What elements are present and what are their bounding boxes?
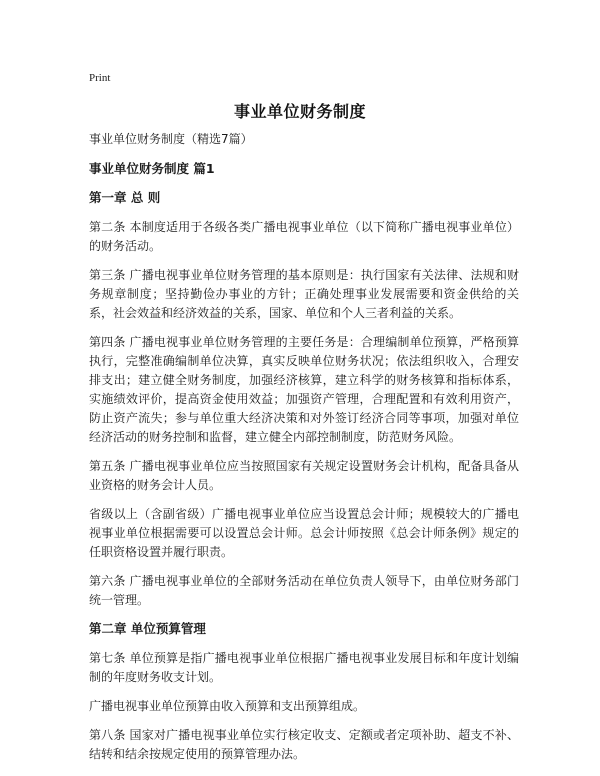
page-title: 事业单位财务制度 <box>233 102 366 121</box>
paragraph: 第三条 广播电视事业单位财务管理的基本原则是：执行国家有关法律、法规和财务规章制度；坚持勤俭办事业的方针；正确处理事业发展需要和资金供给的关系，社会效益和经济效益的关系，国家、单位和个人三者利益的关系。 <box>89 268 519 320</box>
section-heading: 事业单位财务制度 篇1 <box>89 161 215 176</box>
document-body <box>89 131 519 774</box>
paragraph: 第四条 广播电视事业单位财务管理的主要任务是：合理编制单位预算，严格预算执行，完整准确编制单位决算，真实反映单位财务状况；依法组织收入，合理安排支出；建立健全财务制度，加强经济核算，建立科学的财务核算和指标体系，实施绩效评价，提高资金使用效益；加强资产管理，合理配置和有效利用资产，防止资产流失；参与单位重大经济决策和对外签订经济合同等事项，加强对单位经济活动的财务控制和监督，建立健全内部控制制度，防范财务风险。 <box>89 335 519 444</box>
paragraph: 省级以上（含副省级）广播电视事业单位应当设置总会计师；规模较大的广播电视事业单位根据需要可以设置总会计师。总会计师按照《总会计师条例》规定的任职资格设置并履行职责。 <box>89 507 519 559</box>
paragraph: 广播电视事业单位预算由收入预算和支出预算组成。 <box>89 699 366 713</box>
print-label: Print <box>89 72 111 84</box>
document-subtitle: 事业单位财务制度（精选7篇） <box>89 132 253 146</box>
paragraph: 第五条 广播电视事业单位应当按照国家有关规定设置财务会计机构，配备具备从业资格的财务会计人员。 <box>89 459 519 492</box>
chapter-heading-1: 第一章 总 则 <box>89 190 161 205</box>
paragraph: 第二条 本制度适用于各级各类广播电视事业单位（以下简称广播电视事业单位）的财务活动。 <box>89 220 519 253</box>
chapter-heading-2: 第二章 单位预算管理 <box>89 621 206 636</box>
paragraph: 第六条 广播电视事业单位的全部财务活动在单位负责人领导下，由单位财务部门统一管理。 <box>89 574 519 607</box>
paragraph: 第七条 单位预算是指广播电视事业单位根据广播电视事业发展目标和年度计划编制的年度财务收支计划。 <box>89 651 519 684</box>
paragraph: 第八条 国家对广播电视事业单位实行核定收支、定额或者定项补助、超支不补、结转和结余按规定使用的预算管理办法。 <box>89 728 519 761</box>
